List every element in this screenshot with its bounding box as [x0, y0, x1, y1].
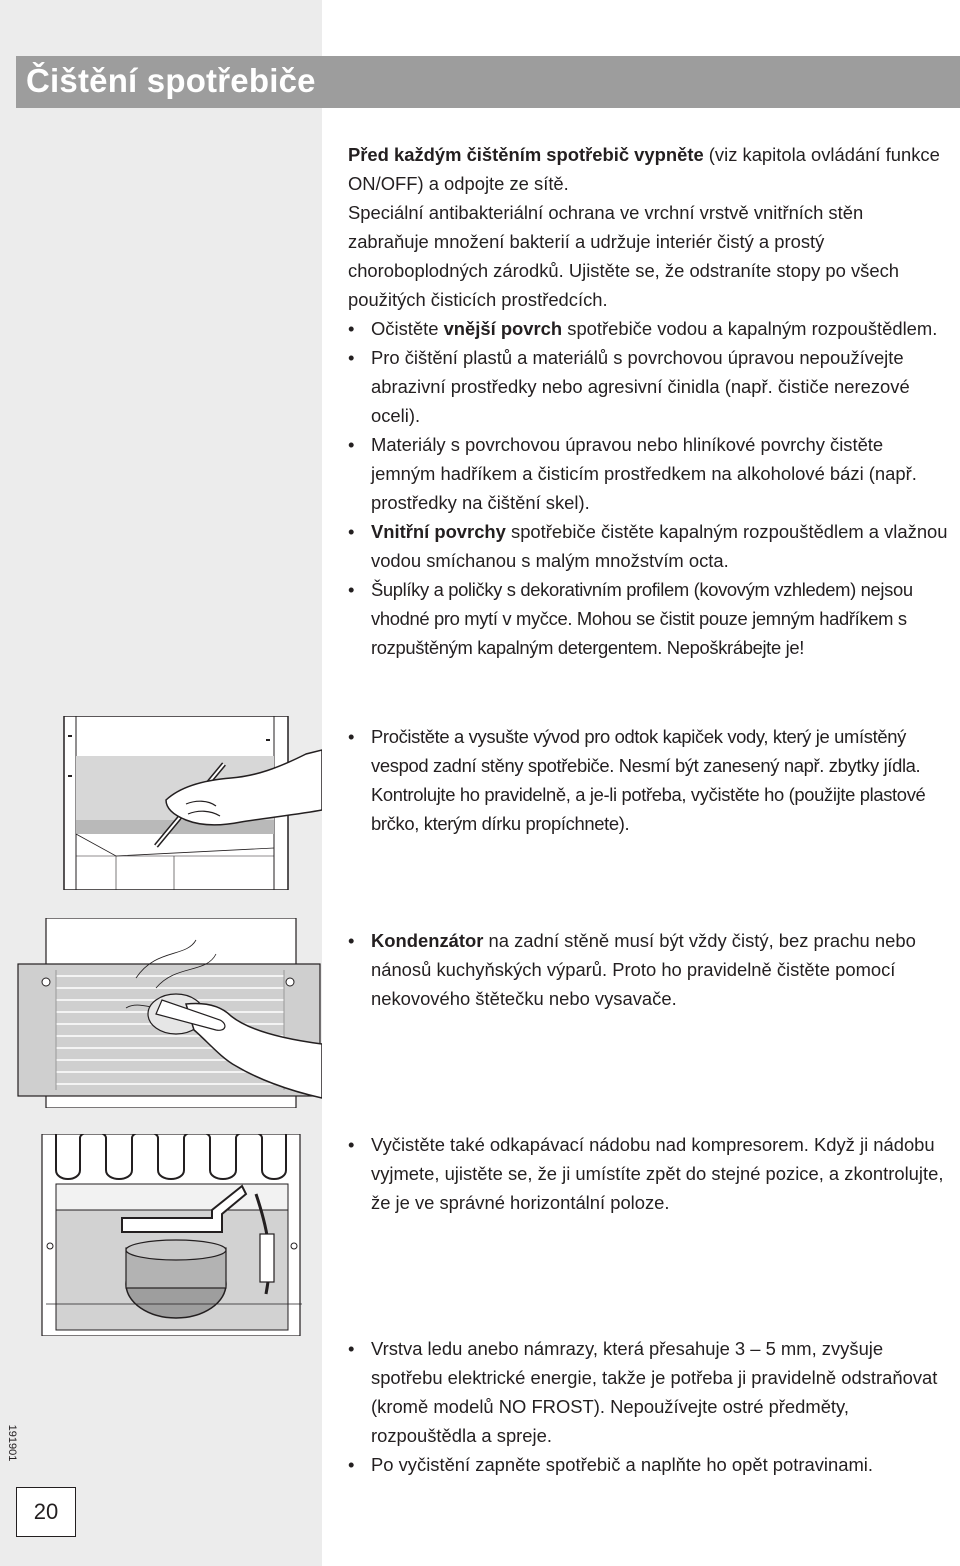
drip-tray-list — [348, 1130, 948, 1217]
list-item: • Po vyčistění zapněte spotřebič a naplňte ho opět potravinami. — [348, 1450, 948, 1479]
list-item: • Vyčistěte také odkapávací nádobu nad kompresorem. Když ji nádobu vyjmete, ujistěte se, že ji umístíte zpět do stejné pozice, a zkontrolujte, že je ve správné horizontální poloze. — [348, 1130, 948, 1217]
list-item: • Kondenzátor na zadní stěně musí být vždy čistý, bez prachu nebo nánosů kuchyňských výparů. Proto ho pravidelně čistěte pomocí nekovového štětečku nebo vysavače. — [348, 926, 948, 1013]
title-bar — [16, 56, 960, 108]
intro-section — [348, 140, 948, 662]
defrost-list — [348, 1334, 948, 1479]
intro-rest: (viz kapitola ovládání funkce ON/OFF) a odpojte ze sítě. — [348, 144, 940, 194]
list-item: • Pro čištění plastů a materiálů s povrchovou úpravou nepoužívejte abrazivní prostředky nebo agresivní činidla (např. čističe nerezové oceli). — [348, 343, 948, 430]
antibacterial-paragraph: Speciální antibakteriální ochrana ve vrchní vrstvě vnitřních stěn zabraňuje množení bakterií a udržuje interiér čistý a prostý choroboplodných zárodků. Ujistěte se, že odstraníte stopy po všech použitých čisticích prostředcích. — [348, 202, 900, 310]
intro-bold-lead: Před každým čištěním spotřebič vypněte — [348, 144, 704, 165]
list-item: • Materiály s povrchovou úpravou nebo hliníkové povrchy čistěte jemným hadříkem a čisticím prostředkem na alkoholové bázi (např. prostředky na čištění skel). — [348, 430, 948, 517]
drain-section — [348, 722, 948, 838]
defrost-section — [348, 1334, 948, 1479]
drain-list — [348, 722, 948, 838]
condenser-bold: Kondenzátor — [371, 930, 484, 951]
page-number: 20 — [16, 1487, 76, 1537]
cleaning-bullet-list — [348, 314, 948, 662]
list-item: • Pročistěte a vysušte vývod pro odtok kapiček vody, který je umístěný vespod zadní stěny spotřebiče. Nesmí být zanesený např. zbytky jídla. Kontrolujte ho pravidelně, a je-li potřeba, vyčistěte ho (použijte plastové brčko, kterým dírku propíchnete). — [348, 722, 948, 838]
drip-tray-compressor-illustration — [16, 1134, 322, 1336]
condenser-section — [348, 926, 948, 1013]
condenser-brushing-illustration — [16, 918, 322, 1108]
drain-cleaning-illustration — [16, 716, 322, 890]
list-item: • Vrstva ledu anebo námrazy, která přesahuje 3 – 5 mm, zvyšuje spotřebu elektrické energie, takže je potřeba ji pravidelně odstraňovat (kromě modelů NO FROST). Nepoužívejte ostré předměty, rozpouštědla a spreje. — [348, 1334, 948, 1450]
condenser-list — [348, 926, 948, 1013]
list-item: • Vnitřní povrchy spotřebiče čistěte kapalným rozpouštědlem a vlažnou vodou smíchanou s malým množstvím octa. — [348, 517, 948, 575]
list-item: • Očistěte vnější povrch spotřebiče vodou a kapalným rozpouštědlem. — [348, 314, 948, 343]
intro-paragraph — [348, 140, 948, 198]
list-item: • Šuplíky a poličky s dekorativním profilem (kovovým vzhledem) nejsou vhodné pro mytí v myčce. Mohou se čistit pouze jemným hadříkem s rozpuštěným kapalným detergentem. Nepoškrábejte je! — [348, 575, 948, 662]
page-title: Čištění spotřebiče — [26, 62, 316, 99]
document-code: 191901 — [6, 1424, 18, 1462]
drip-tray-section — [348, 1130, 948, 1217]
